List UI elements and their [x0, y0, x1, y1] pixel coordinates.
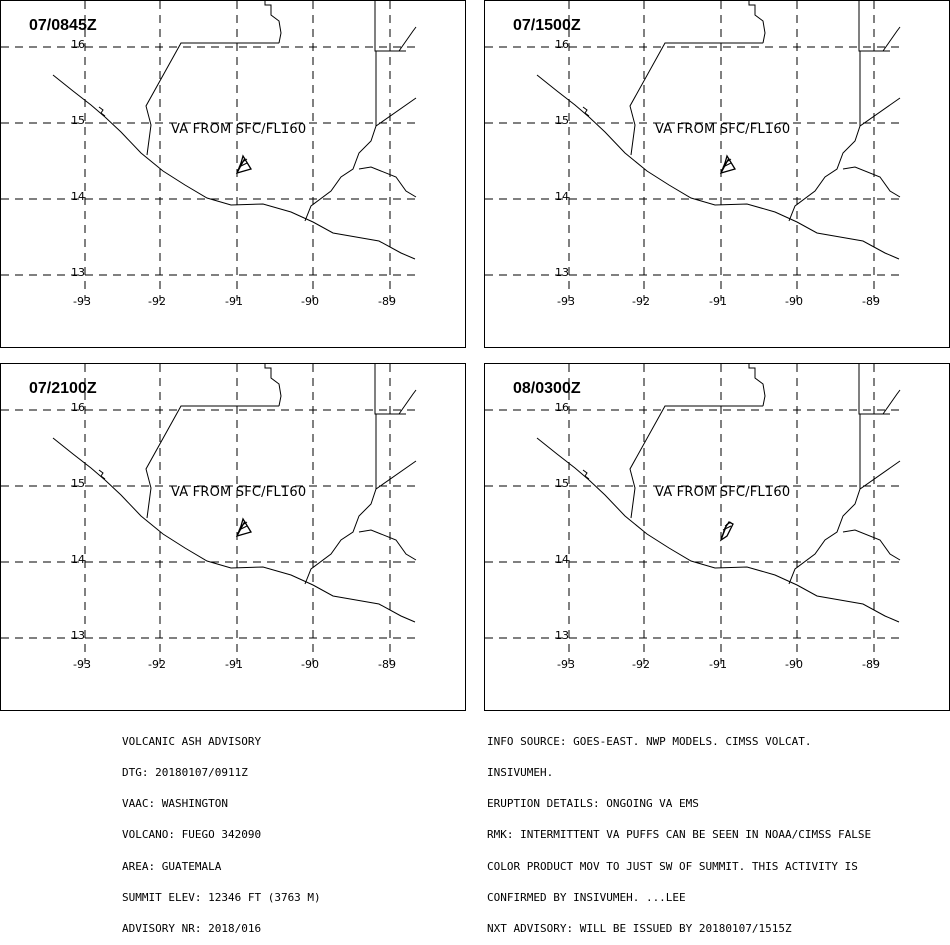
- longitude-label: -93: [557, 658, 575, 671]
- latitude-label: 13: [71, 629, 85, 642]
- latitude-label: 16: [71, 401, 85, 414]
- latitude-label: 16: [71, 38, 85, 51]
- latitude-label: 15: [71, 477, 85, 490]
- longitude-label: -92: [632, 295, 650, 308]
- longitude-label: -93: [73, 658, 91, 671]
- longitude-label: -91: [709, 295, 727, 308]
- longitude-label: -89: [862, 295, 880, 308]
- latitude-label: 14: [71, 190, 85, 203]
- longitude-label: -93: [73, 295, 91, 308]
- advisory-line: COLOR PRODUCT MOV TO JUST SW OF SUMMIT. THIS ACTIVITY IS: [487, 859, 858, 873]
- advisory-line: VOLCANIC ASH ADVISORY: [122, 734, 262, 748]
- longitude-label: -91: [225, 658, 243, 671]
- map-panel: [484, 363, 950, 711]
- latitude-label: 15: [555, 114, 569, 127]
- latitude-label: 14: [555, 190, 569, 203]
- ash-cloud-label: VA FROM SFC/FL160: [655, 485, 791, 500]
- longitude-label: -89: [378, 658, 396, 671]
- longitude-label: -93: [557, 295, 575, 308]
- map-panel: [484, 0, 950, 348]
- latitude-label: 14: [555, 553, 569, 566]
- coastline: [537, 438, 899, 622]
- forecast-time-title: 07/0845Z: [29, 17, 97, 34]
- latitude-label: 16: [555, 401, 569, 414]
- ash-cloud-label: VA FROM SFC/FL160: [655, 122, 791, 137]
- country-border: [305, 1, 416, 221]
- latitude-label: 13: [555, 266, 569, 279]
- coastline: [53, 438, 415, 622]
- advisory-line: RMK: INTERMITTENT VA PUFFS CAN BE SEEN IN NOAA/CIMSS FALSE: [487, 828, 872, 842]
- advisory-line: VAAC: WASHINGTON: [122, 797, 228, 811]
- longitude-label: -90: [301, 658, 319, 671]
- longitude-label: -89: [378, 295, 396, 308]
- ash-cloud-label: VA FROM SFC/FL160: [171, 485, 307, 500]
- country-border: [305, 364, 416, 584]
- advisory-line: VOLCANO: FUEGO 342090: [122, 828, 262, 842]
- longitude-label: -92: [148, 658, 166, 671]
- map-panel: [0, 363, 466, 711]
- longitude-label: -91: [709, 658, 727, 671]
- latitude-label: 13: [71, 266, 85, 279]
- advisory-line: NXT ADVISORY: WILL BE ISSUED BY 20180107/1515Z: [487, 922, 792, 936]
- country-border: [789, 1, 900, 221]
- longitude-label: -90: [301, 295, 319, 308]
- forecast-time-title: 07/1500Z: [513, 17, 581, 34]
- latitude-label: 14: [71, 553, 85, 566]
- latitude-label: 15: [71, 114, 85, 127]
- advisory-line: DTG: 20180107/0911Z: [122, 766, 248, 780]
- advisory-line: CONFIRMED BY INSIVUMEH. ...LEE: [487, 890, 686, 904]
- advisory-info-right: [487, 716, 871, 945]
- longitude-label: -92: [632, 658, 650, 671]
- advisory-line: SUMMIT ELEV: 12346 FT (3763 M): [122, 890, 321, 904]
- country-border: [789, 364, 900, 584]
- advisory-info-left: [122, 716, 321, 945]
- coastline: [53, 75, 415, 259]
- longitude-label: -90: [785, 658, 803, 671]
- advisory-line: INSIVUMEH.: [487, 766, 554, 780]
- forecast-time-title: 07/2100Z: [29, 380, 97, 397]
- advisory-line: ERUPTION DETAILS: ONGOING VA EMS: [487, 797, 699, 811]
- latitude-label: 16: [555, 38, 569, 51]
- latitude-label: 15: [555, 477, 569, 490]
- latitude-label: 13: [555, 629, 569, 642]
- longitude-label: -92: [148, 295, 166, 308]
- advisory-line: INFO SOURCE: GOES-EAST. NWP MODELS. CIMSS VOLCAT.: [487, 734, 812, 748]
- forecast-time-title: 08/0300Z: [513, 380, 581, 397]
- longitude-label: -89: [862, 658, 880, 671]
- coastline: [537, 75, 899, 259]
- advisory-line: AREA: GUATEMALA: [122, 859, 222, 873]
- longitude-label: -91: [225, 295, 243, 308]
- ash-cloud-label: VA FROM SFC/FL160: [171, 122, 307, 137]
- longitude-label: -90: [785, 295, 803, 308]
- map-panel: [0, 0, 466, 348]
- advisory-line: ADVISORY NR: 2018/016: [122, 922, 262, 936]
